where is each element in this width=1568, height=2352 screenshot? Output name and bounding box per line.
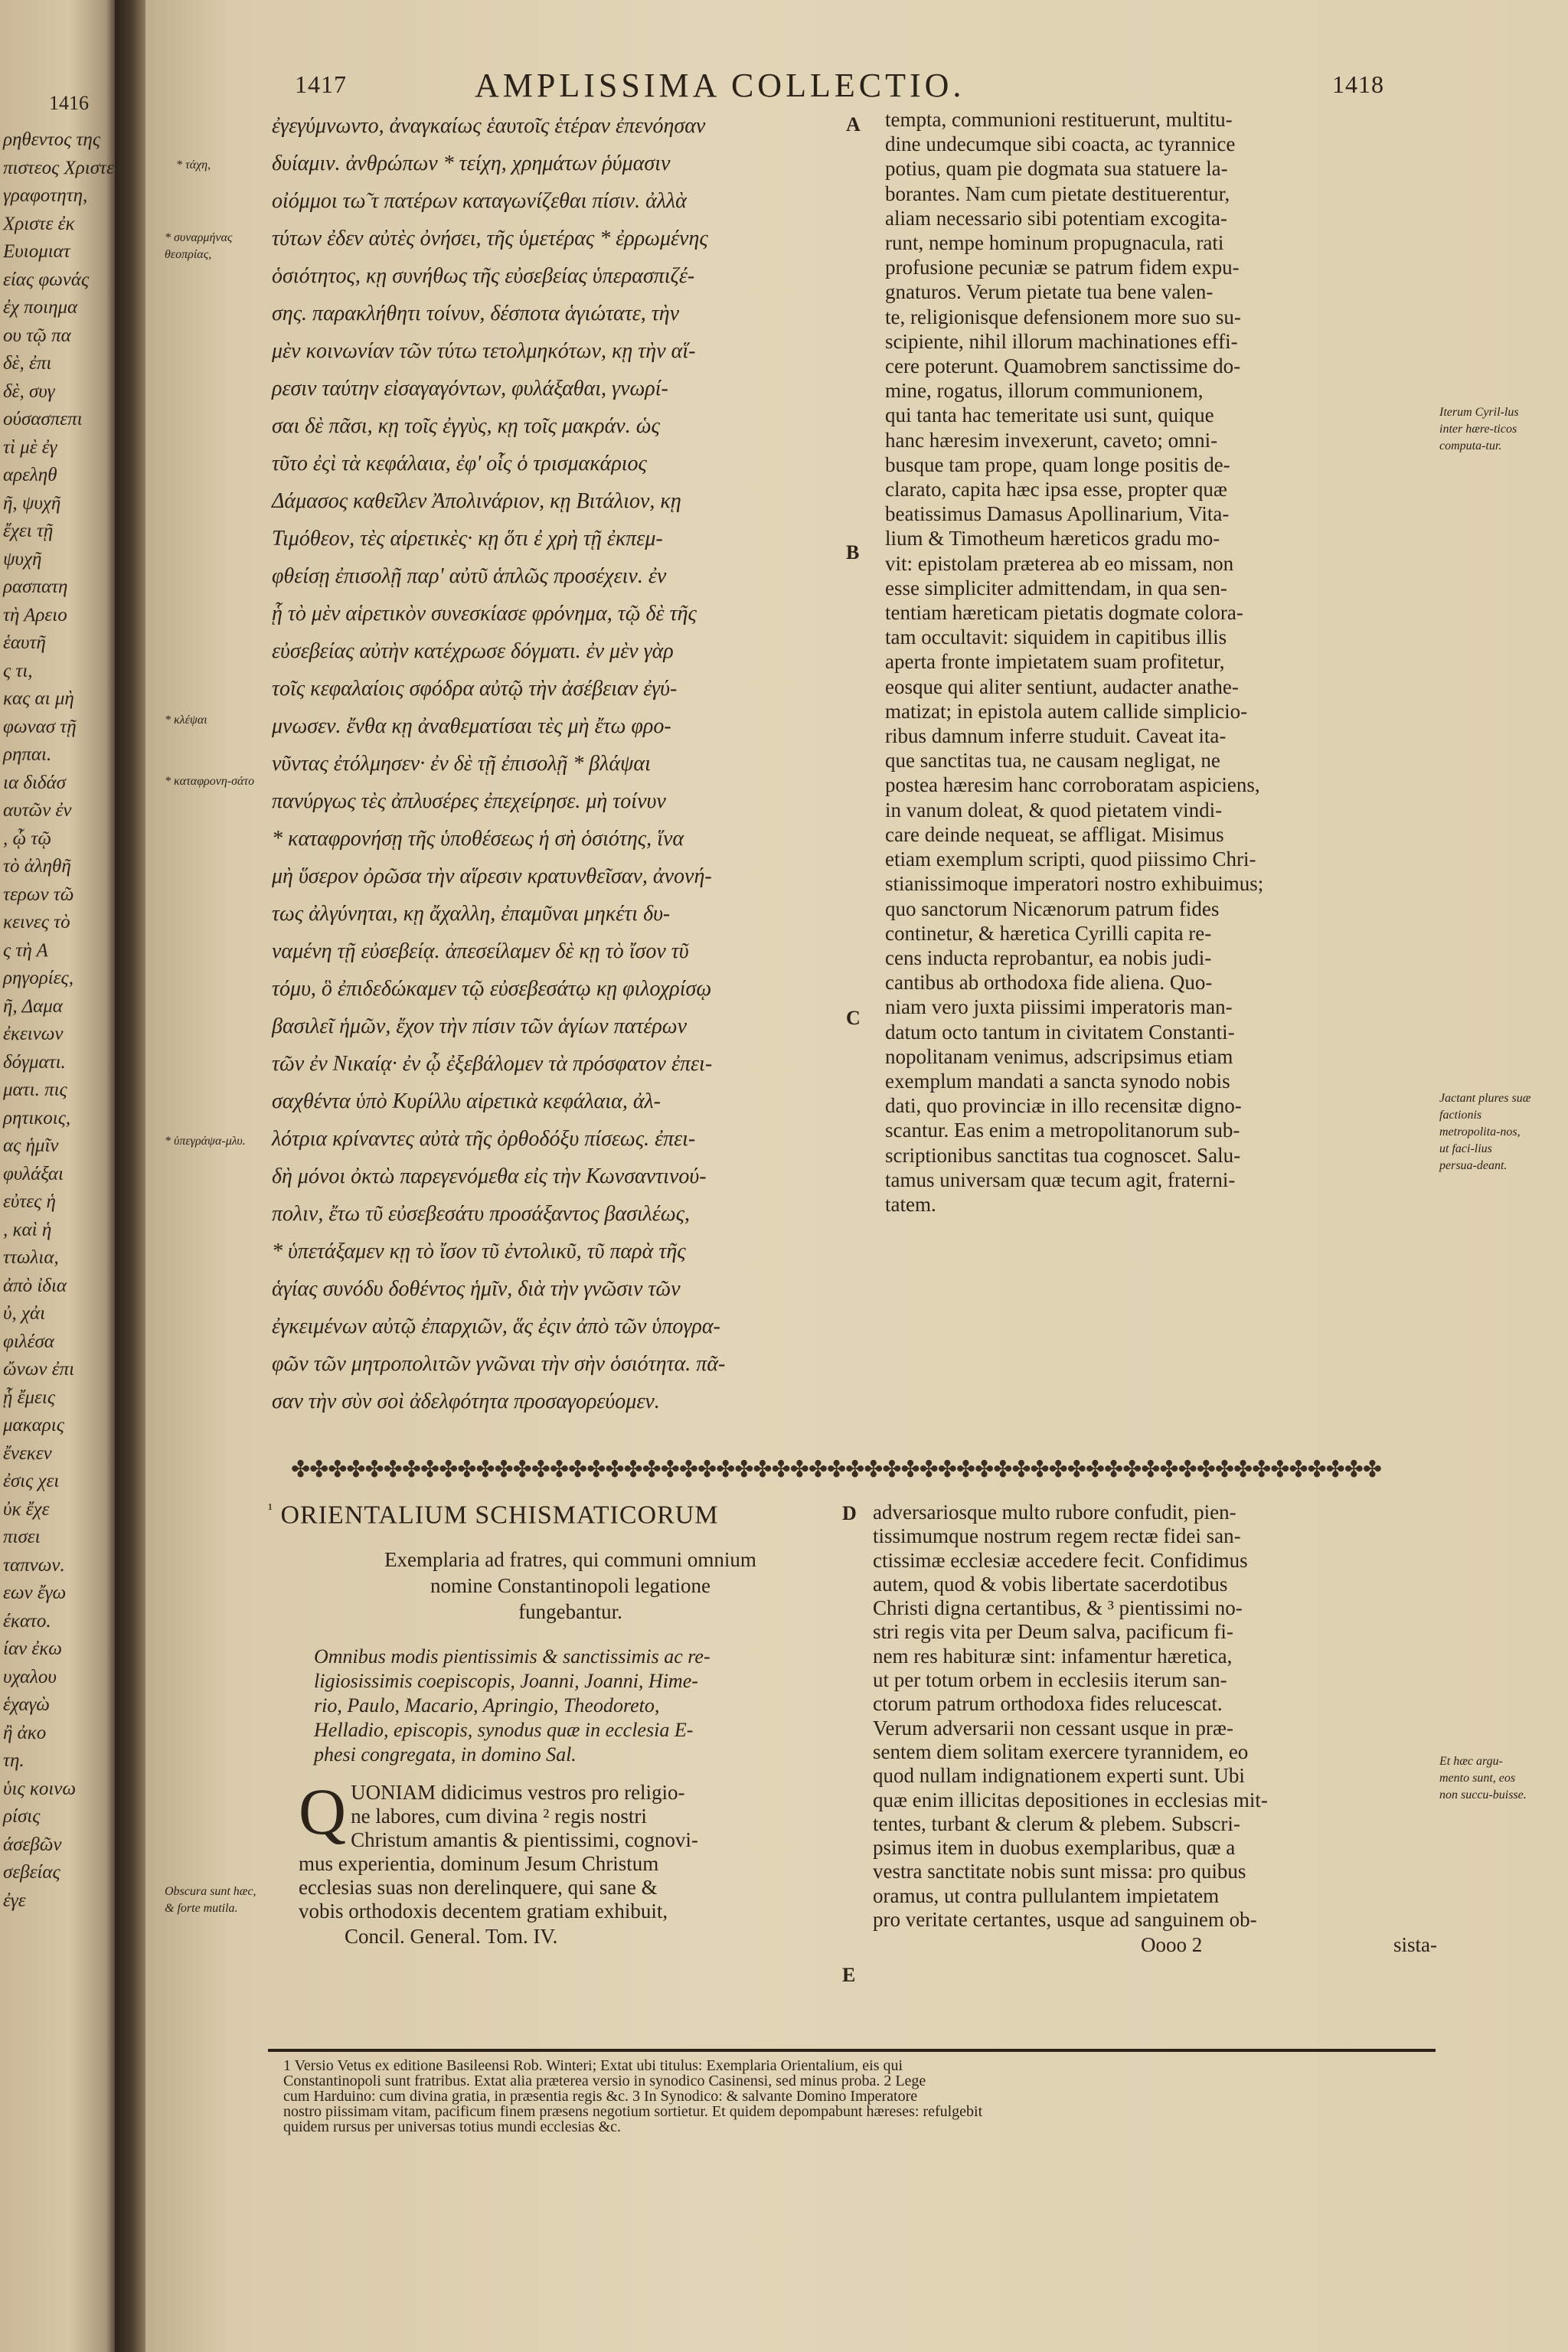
margin-note: * συναρμήνας θεοπρίας,: [165, 231, 233, 261]
left-page-line: ου τῷ πα: [3, 325, 71, 346]
drop-cap: Q: [299, 1775, 347, 1849]
latin-line: Christi digna certantibus, & ³ pientissimi no-: [873, 1596, 1243, 1620]
footnote-line: Constantinopoli sunt fratribus. Extat alia præterea versio in synodico Casinensi, sed minus proba. 2 Lege: [283, 2073, 926, 2089]
section-title: [268, 1501, 873, 1530]
latin-line: psimus item in duobus exemplaribus, quæ a: [873, 1836, 1236, 1860]
subtitle-line: Exemplaria ad fratres, qui communi omnium: [384, 1548, 756, 1572]
left-page-line: έκατο.: [3, 1610, 51, 1632]
latin-line: runt, nempe hominum propugnacula, rati: [885, 231, 1224, 255]
left-page-line: φιλέσα: [3, 1331, 54, 1352]
greek-line: μὴ ὕσερον ὀρῶσα τὴν αἵρεσιν κρατυνθεῖσαν, ἀνονή-: [272, 864, 712, 888]
left-page-line: ἑαυτῆ: [3, 632, 46, 653]
left-page-number: 1416: [49, 92, 89, 114]
latin-line: scipiente, nihil illorum machinationes effi-: [885, 329, 1238, 353]
left-page-line: ίαν ἐκω: [3, 1638, 62, 1659]
latin-line: te, religionisque defensionem more suo su-: [885, 305, 1241, 328]
left-facing-page: [0, 0, 115, 2352]
address-line: rio, Paulo, Macario, Apringio, Theodoreto,: [314, 1694, 660, 1717]
left-page-line: αρεληθ: [3, 465, 57, 485]
greek-line: πολιν, ἔτω τῦ εὐσεβεσάτυ προσάξαντος βασιλέως,: [272, 1202, 690, 1226]
footnote-line: cum Harduino: cum divina gratia, in præsentia regis &c. 3 In Synodico: & salvante Domino Imperatore: [283, 2088, 918, 2105]
latin-line: profusione pecuniæ se patrum fidem expu-: [885, 256, 1240, 279]
latin-line: scantur. Eas enim a metropolitanorum sub-: [885, 1119, 1240, 1142]
left-page-line: φωνασ τῇ: [3, 716, 77, 737]
epistle-body: [268, 1775, 873, 1923]
footnote-line: nostro piissimam vitam, pacificum finem præsens negotium sortietur. Et quidem depompabunt hæreses: refulgebit: [283, 2103, 983, 2120]
left-page-line: ρίσις: [3, 1806, 41, 1827]
latin-line: lium & Timotheum hæreticos gradu mo-: [885, 527, 1220, 550]
left-page-line: ἔχει τῇ: [3, 521, 54, 541]
latin-line: ribus damnum inferre studuit. Caveat ita-: [885, 724, 1227, 748]
greek-line: τοῖς κεφαλαίοις σφόδρα αὐτῷ τὴν ἀσέβειαν ἐγύ-: [272, 677, 678, 701]
latin-line: tatem.: [885, 1192, 936, 1216]
body-line: Christum amantis & pientissimi, cognovi-: [351, 1828, 698, 1852]
left-page-line: αυτῶν ἐν: [3, 800, 72, 821]
latin-line: datum octo tantum in civitatem Constanti-: [885, 1020, 1235, 1044]
latin-line: borantes. Nam cum pietate destituerentur,: [885, 181, 1230, 205]
body-line: ne labores, cum divina ² regis nostri: [351, 1805, 647, 1828]
section-letter: E: [842, 1964, 856, 1986]
latin-line: aliam necessario sibi potentiam excogita-: [885, 206, 1227, 230]
left-page-line: ἐκεινων: [3, 1024, 64, 1044]
latin-line: niam vero juxta piissimi imperatoris man-: [885, 995, 1233, 1019]
latin-line: tentiam hæreticam pietatis dogmate colora-: [885, 601, 1243, 625]
latin-line: que sanctitas tua, ne causam negligat, ne: [885, 749, 1220, 773]
latin-line: mine, rogatus, illorum communionem,: [885, 379, 1204, 403]
latin-line: stianissimoque imperatori nostro exhibuimus;: [885, 872, 1264, 896]
left-page-line: ττωλια,: [3, 1247, 59, 1268]
left-page-line: , ᾧ τῷ: [3, 828, 52, 849]
left-page-line: τὴ Αρειο: [3, 604, 67, 626]
left-page-line: ὐκ ἔχε: [3, 1498, 50, 1520]
latin-line: ctorum patrum orthodoxa fides relucescat.: [873, 1692, 1223, 1716]
left-page-line: ἐσις χει: [3, 1471, 60, 1491]
left-page-line: ῆ, ψυχῆ: [3, 492, 61, 514]
main-page: [145, 0, 1568, 2352]
latin-line: busque tam prope, quam longe positis de-: [885, 452, 1230, 476]
left-page-line: ᾗ ἔμεις: [3, 1387, 55, 1408]
left-page-line: δόγματι.: [3, 1051, 66, 1073]
greek-line: ἁγίας συνόδυ δοθέντος ἡμῖν, διὰ τὴν γνῶσιν τῶν: [272, 1277, 681, 1301]
latin-line: esse simpliciter admittendam, in qua sen-: [885, 576, 1227, 599]
greek-line: * καταφρονήσῃ τῆς ὑποθέσεως ἡ σὴ ὁσιότης, ἵνα: [272, 827, 684, 851]
body-line: ecclesias suas non derelinquere, qui sane &: [299, 1876, 658, 1900]
latin-line: aperta fronte impietatem suam profitetur,: [885, 650, 1225, 674]
latin-line: quo sanctorum Nicænorum patrum fides: [885, 897, 1220, 920]
left-page-line: γραφοτητη,: [3, 185, 88, 206]
footnotes: [283, 2058, 1447, 2135]
left-page-line: υχαλου: [3, 1666, 57, 1687]
body-line: UONIAM didicimus vestros pro religio-: [351, 1781, 685, 1805]
left-page-line: μακαρις: [3, 1415, 64, 1436]
margin-note: Iterum Cyril-lus inter hære-ticos computa-tur.: [1439, 406, 1519, 452]
latin-line: etiam exemplum scripti, quod piissimo Chri-: [885, 848, 1256, 871]
latin-line: eosque qui aliter sentiunt, audacter anathe-: [885, 675, 1239, 698]
latin-line: ctissimæ ecclesiæ accedere fecit. Confidimus: [873, 1548, 1248, 1572]
address-block: [268, 1645, 873, 1767]
margin-note: * ὑπεγράψα-μλυ.: [165, 1135, 246, 1148]
left-page-line: ούσασπεπι: [3, 409, 83, 430]
latin-line: stri regis vita per Deum salva, pacificum fi-: [873, 1620, 1233, 1644]
greek-line: φθείσῃ ἐπισολῇ παρ' αὐτῦ ἁπλῶς προσέχειν. ἐν: [272, 564, 667, 588]
latin-line: dati, quo provinciæ in illo recensitæ digno-: [885, 1094, 1242, 1118]
left-page-line: ταπνων.: [3, 1554, 65, 1576]
greek-line: τῶν ἐν Νικαίᾳ· ἐν ᾧ ἐξεβάλομεν τὰ πρόσφατον ἐπει-: [272, 1052, 713, 1076]
latin-line: gnaturos. Verum pietate tua bene valen-: [885, 280, 1214, 304]
margin-note: * τάχη,: [176, 158, 211, 172]
left-page-line: κας αι μὴ: [3, 688, 74, 709]
left-page-line: ρασπατη: [3, 577, 68, 597]
latin-line: tissimumque nostrum regem rectæ fidei san-: [873, 1524, 1241, 1548]
left-page-line: δὲ, ἐπι: [3, 353, 52, 374]
margin-note: Obscura sunt hæc, & forte mutila.: [165, 1885, 256, 1915]
greek-line: λότρια κρίναντες αὐτὰ τῆς ὀρθοδόξυ πίσεως. ἐπει-: [272, 1127, 696, 1151]
greek-line: τως ἀλγύνηται, κῃ ἄχαλλη, ἐπαμῦναι μηκέτι δυ-: [272, 902, 671, 926]
running-title: AMPLISSIMA COLLECTIO.: [475, 67, 965, 104]
footnote-line: quidem rursus per universas totius mundi ecclesias &c.: [283, 2118, 622, 2135]
left-page-line: ὑις κοινω: [3, 1778, 77, 1799]
ornamental-divider: ✤✤✤✤✤✤✤✤✤✤✤✤✤✤✤✤✤✤✤✤✤✤✤✤✤✤✤✤✤✤✤✤✤✤✤✤✤✤✤✤✤✤✤✤✤✤✤✤✤✤✤✤✤✤✤✤✤✤✤: [291, 1457, 1382, 1482]
left-page-line: ψυχῆ: [3, 548, 42, 570]
greek-line: * ὑπετάξαμεν κῃ τὸ ἴσον τῦ ἐντολικῦ, τῦ παρὰ τῆς: [272, 1240, 686, 1263]
subtitle-line: fungebantur.: [518, 1600, 622, 1624]
left-page-line: τὸ ἀληθῆ: [3, 856, 71, 877]
left-page-line: Χριστε ἐκ: [3, 213, 75, 234]
greek-line: τόμυ, ὃ ἐπιδεδώκαμεν τῷ εὐσεβεσάτῳ κῃ φιλοχρίσῳ: [272, 977, 712, 1001]
left-page-line: εων ἔγω: [3, 1583, 67, 1603]
left-page-line: , καὶ ἡ: [3, 1219, 52, 1240]
address-line: Helladio, episcopis, synodus quæ in ecclesia E-: [314, 1719, 694, 1742]
greek-line: μνωσεν. ἔνθα κῃ ἀναθεματίσαι τὲς μὴ ἔτω φρο-: [272, 714, 671, 738]
greek-line: νῦντας ἐτόλμησεν· ἐν δὲ τῇ ἐπισολῇ * βλάψαι: [272, 752, 651, 776]
left-page-line: ρηγορίες,: [3, 968, 74, 988]
left-page-line: τη.: [3, 1750, 24, 1771]
latin-line: claratо, capita hæc ipsa esse, propter quæ: [885, 478, 1227, 501]
latin-line: potius, quam pie dogmata sua statuere la-: [885, 157, 1228, 181]
left-page-line: δὲ, συγ: [3, 381, 55, 402]
latin-line: vit: epistolam præterea ab eo missam, non: [885, 551, 1234, 575]
latin-line: tam occultavit: siquidem in capitibus illis: [885, 626, 1227, 649]
section-letter: A: [846, 113, 861, 136]
greek-line: εὐσεβείας αὐτὴν κατέχρωσε δόγματι. ἐν μὲν γὰρ: [272, 639, 674, 663]
greek-line: Δάμασος καθεῖλεν Ἀπολινάριον, κῃ Βιτάλιον, κῃ: [272, 489, 681, 513]
left-page-line: ἢ ἀκο: [3, 1722, 47, 1743]
left-page-line: τὶ μὲ ἐγ: [3, 436, 57, 458]
footnote-rule: [268, 2049, 1436, 2052]
greek-line: δὴ μόνοι ὀκτὼ παρεγενόμεθα εἰς τὴν Κωνσαντινού-: [272, 1165, 707, 1188]
address-line: ligiosissimis coepiscopis, Joanni, Joanni, Hime-: [314, 1670, 698, 1693]
greek-line: ρεσιν ταύτην εἰσαγαγόντων, φυλάξαθαι, γνωρί-: [272, 377, 668, 400]
latin-line: adversariosque multo rubore confudit, pien-: [873, 1501, 1236, 1524]
left-page-text: [3, 126, 114, 1915]
left-page-line: ἐγε: [3, 1890, 26, 1911]
section-letter: D: [842, 1502, 857, 1524]
section-letter: B: [846, 541, 860, 564]
page-number-left: 1417: [295, 70, 347, 98]
left-page-line: σεβείας: [3, 1862, 60, 1883]
latin-line: qui tanta hac temeritate usi sunt, quique: [885, 403, 1214, 427]
latin-line: matizat; in epistola autem callide simplicio-: [885, 699, 1248, 723]
left-page-line: εὐτες ἡ: [3, 1191, 56, 1212]
book-gutter: [115, 0, 145, 2352]
latin-line: tentes, turbant & clerum & plebem. Subscri-: [873, 1811, 1240, 1835]
margin-note: * καταφρονη-σάτο: [165, 775, 255, 788]
catchword: sista-: [1393, 1933, 1437, 1956]
greek-line: ᾗ τὸ μὲν αἱρετικὸν συνεσκίασε φρόνημα, τῷ δὲ τῆς: [272, 602, 697, 626]
latin-line: quod nullam indignationem experti sunt. Ubi: [873, 1764, 1245, 1788]
greek-line: ἐγεγύμνωντο, ἀναγκαίως ἑαυτοῖς ἑτέραν ἐπενόησαν: [272, 114, 706, 138]
greek-line: τύτων ἐδεν αὐτὲς ὀνήσει, τῆς ὑμετέρας * ἐρρωμένης: [272, 227, 708, 250]
left-page-line: ια διδάσ: [3, 772, 66, 793]
left-page-line: ς τι,: [3, 660, 33, 681]
greek-line: πανύργως τὲς ἀπλυσέρες ἐπεχείρησε. μὴ τοίνυν: [272, 789, 666, 813]
latin-line: ut per totum orbem in ecclesiis iterum san-: [873, 1668, 1227, 1692]
latin-line: cere poterunt. Quamobrem sanctissime do-: [885, 354, 1241, 378]
signature-mark: Oooo 2: [1141, 1933, 1203, 1956]
left-page-line: ὐ, χἀι: [3, 1303, 46, 1324]
left-page-line: ρηθεντος της: [3, 129, 100, 150]
left-page-line: ῆ, Δαμα: [3, 995, 63, 1017]
latin-line: oramus, ut contra pullulantem impietatem: [873, 1883, 1220, 1907]
footnote-mark: ¹: [268, 1501, 273, 1517]
greek-line: τῦτο ἐςὶ τὰ κεφάλαια, ἐφ' οἷς ὁ τρισμακάριος: [272, 452, 647, 475]
page-number-right: 1418: [1332, 70, 1384, 98]
left-page-line: ρητικοις,: [3, 1107, 71, 1129]
footnote-line: 1 Versio Vetus ex editione Basileensi Rob. Winteri; Extat ubi titulus: Exemplaria Orientalium, eis qui: [283, 2057, 903, 2074]
section-letter: C: [846, 1007, 861, 1029]
greek-line: βασιλεῖ ἡμῶν, ἔχον τὴν πίσιν τῶν ἁγίων πατέρων: [272, 1014, 688, 1038]
left-page-line: ἔνεκεν: [3, 1442, 52, 1464]
left-page-line: φυλάξαι: [3, 1163, 64, 1184]
address-line: Omnibus modis pientissimis & sanctissimis ac re-: [314, 1645, 710, 1668]
latin-line: beatissimus Damasus Apollinarium, Vita-: [885, 502, 1230, 526]
latin-line: tamus universam quæ tecum agit, fraterni-: [885, 1168, 1236, 1191]
volume-signature: Concil. General. Tom. IV.: [345, 1925, 558, 1949]
body-line: vobis orthodoxis decentem gratiam exhibuit,: [299, 1900, 668, 1923]
left-page-line: κεινες τὸ: [3, 912, 70, 933]
greek-line: Τιμόθεον, τὲς αἱρετικὲς· κῃ ὅτι ἐ χρὴ τῇ ἐκπεμ-: [272, 527, 663, 550]
body-line: mus experientia, dominum Jesum Christum: [299, 1852, 659, 1876]
section-title-text: ORIENTALIUM SCHISMATICORUM: [280, 1501, 719, 1530]
latin-line: nem res habituræ sint: infamentur hæretica,: [873, 1644, 1233, 1668]
left-page-line: ὤνων ἐπι: [3, 1359, 75, 1380]
greek-line: σαχθέντα ὑπὸ Κυρίλλυ αἱρετικὰ κεφάλαια, ἀλ-: [272, 1089, 662, 1113]
latin-line: sentem diem solitam exercere tyrannidem, eo: [873, 1740, 1249, 1763]
margin-note: * κλέψαι: [165, 714, 207, 727]
margin-note: Et hæc argu-mento sunt, eos non succu-buisse.: [1439, 1755, 1527, 1802]
greek-line: ὁσιότητος, κῃ συνήθως τῆς εὐσεβείας ὑπερασπιζέ-: [272, 264, 695, 288]
latin-line: cens inducta reprobantur, ea nobis judi-: [885, 946, 1212, 969]
greek-line: δυίαμιν. ἀνθρώπων * τείχη, χρημάτων ῥύμασιν: [272, 152, 671, 175]
subtitle-line: nomine Constantinopoli legatione: [430, 1574, 710, 1598]
section-subtitle: [268, 1547, 873, 1625]
address-line: phesi congregata, in domino Sal.: [314, 1743, 577, 1766]
latin-line: quæ enim illicitas depositiones in ecclesias mit-: [873, 1788, 1268, 1811]
left-page-line: ἀπὸ ἰδια: [3, 1275, 67, 1296]
greek-line: μὲν κοινωνίαν τῶν τύτω τετολμηκότων, κῃ τὴν αἵ-: [272, 339, 696, 363]
margin-note: Jactant plures suæ factionis metropolita-nos, ut faci-lius persua-deant.: [1439, 1092, 1531, 1172]
latin-column-bottom: [873, 1501, 1439, 1932]
left-page-line: ας ἡμῖν: [3, 1135, 59, 1156]
latin-line: continetur, & hæretica Cyrilli capita re-: [885, 921, 1212, 945]
left-page-line: ρηπαι.: [3, 744, 52, 765]
latin-line: in vanum doleat, & quod pietatem vindi-: [885, 798, 1223, 822]
left-page-line: ἐχ ποιημα: [3, 297, 78, 318]
left-page-line: ς τὴ Α: [3, 939, 48, 961]
left-page-line: ματι. πις: [3, 1080, 67, 1100]
greek-line: οἰόμμοι τω̃ τ πατέρων καταγωνίζεθαι πίσιν. ἀλλὰ: [272, 189, 687, 213]
left-page-line: πιστεος Χριστε: [3, 157, 114, 178]
latin-line: care deinde nequeat, se affligat. Misimus: [885, 822, 1224, 846]
latin-line: cantibus ab orthodoxa fide aliena. Quo-: [885, 971, 1213, 995]
left-page-line: πισει: [3, 1527, 41, 1547]
greek-line: ἐγκειμένων αὐτῷ ἐπαρχιῶν, ἅς ἐςιν ἀπὸ τῶν ὑπογρα-: [272, 1315, 720, 1338]
latin-line: dine undecumque sibi coacta, ac tyrannice: [885, 132, 1236, 156]
latin-line: pro veritate certantes, usque ad sanguinem ob-: [873, 1908, 1257, 1932]
left-page-line: τερων τῶ: [3, 884, 74, 905]
latin-line: autem, quod & vobis libertate sacerdotibus: [873, 1572, 1228, 1596]
latin-line: Verum adversarii non cessant usque in præ-: [873, 1716, 1233, 1740]
left-page-line: είας φωνάς: [3, 269, 90, 290]
latin-line: postea hæresim hanc corroboratam aspiciens,: [885, 773, 1260, 797]
latin-column-top: [885, 107, 1429, 1217]
greek-line: σαι δὲ πᾶσι, κῃ τοῖς ἐγγὺς, κῃ τοῖς μακράν. ὡς: [272, 414, 660, 438]
greek-line: σαν τὴν σὺν σοὶ ἀδελφότητα προσαγορεύομεν.: [272, 1390, 660, 1413]
greek-line: ναμένη τῇ εὐσεβείᾳ. ἀπεσείλαμεν δὲ κῃ τὸ ἴσον τῦ: [272, 939, 689, 963]
left-page-line: Ευιομιατ: [3, 241, 70, 262]
latin-line: nopolitanam venimus, adscripsimus etiam: [885, 1044, 1233, 1068]
latin-line: hanc hæresim invexerunt, caveto; omni-: [885, 428, 1218, 452]
epistle-section: [268, 1501, 873, 1949]
latin-line: vestra sanctitate nobis sunt missa: pro quibus: [873, 1860, 1246, 1883]
greek-line: σης. παρακλήθητι τοίνυν, δέσποτα ἁγιώτατε, τὴν: [272, 302, 680, 325]
left-page-line: ἑχαγὼ: [3, 1694, 50, 1715]
latin-line: tempta, communioni restituerunt, multitu-: [885, 108, 1233, 131]
latin-line: scriptionibus sanctitas tua cognoscet. Salu-: [885, 1143, 1241, 1167]
latin-line: exemplum mandati a sancta synodo nobis: [885, 1069, 1230, 1093]
greek-line: φῶν τῶν μητροπολιτῶν γνῶναι τὴν σὴν ὁσιότητα. πᾶ-: [272, 1352, 726, 1376]
left-page-line: άσεβῶν: [3, 1834, 62, 1855]
